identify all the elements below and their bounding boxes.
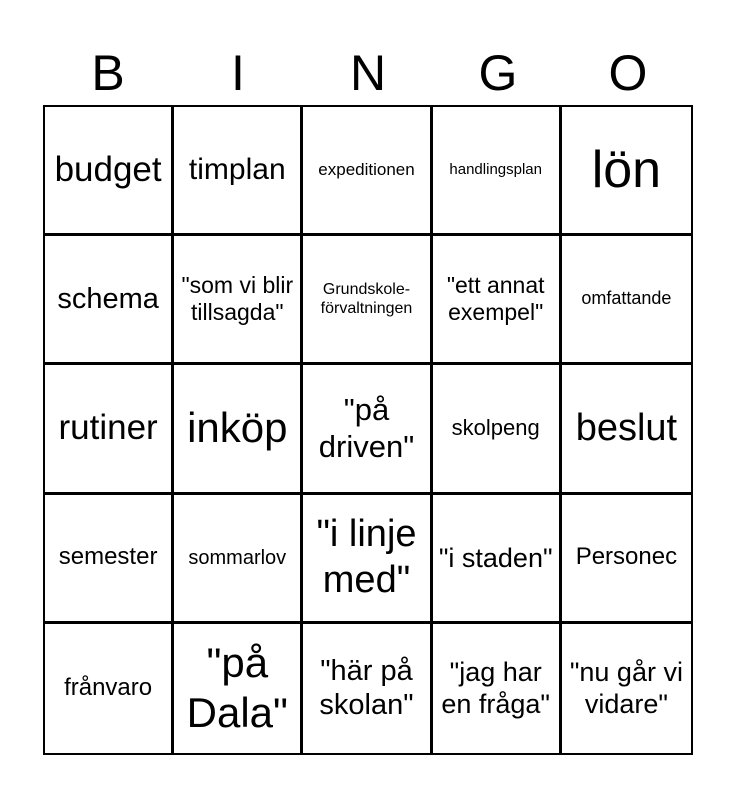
cell-text: "på Dala" [186,639,288,737]
cell-text: "i staden" [438,542,553,573]
cell-text: sommarlov [188,546,287,569]
header-letter-b: B [91,45,125,101]
bingo-header [43,42,693,104]
cell-text: "på driven" [318,392,415,465]
header-letter-g: G [478,45,518,101]
bingo-cell[interactable] [303,495,432,624]
cell-text: expeditionen [318,159,415,179]
bingo-cell[interactable] [562,365,691,494]
header-letter-i: I [231,45,245,101]
cell-text: "nu går vi vidare" [569,657,683,720]
bingo-cell[interactable] [174,107,303,236]
bingo-cell[interactable] [562,495,691,624]
bingo-board [43,105,693,755]
cell-text: "ett annat exempel" [446,271,545,326]
bingo-cell[interactable] [562,236,691,365]
cell-text: Grundskole-förvaltningen [320,281,413,318]
cell-text: semester [58,543,158,571]
header-letter-o: O [608,45,648,101]
bingo-cell[interactable] [433,236,562,365]
bingo-cell[interactable] [433,107,562,236]
cell-text: Personec [575,543,678,571]
bingo-cell[interactable] [45,495,174,624]
bingo-cell[interactable] [174,236,303,365]
cell-text: timplan [188,153,286,187]
bingo-cell[interactable] [303,624,432,753]
bingo-cell[interactable] [303,365,432,494]
cell-text: rutiner [58,408,158,448]
cell-text: frånvaro [64,673,153,701]
cell-text: "i linje med" [316,513,417,601]
bingo-cell[interactable] [45,624,174,753]
bingo-cell[interactable] [174,495,303,624]
bingo-cell[interactable] [45,365,174,494]
bingo-cell[interactable] [433,495,562,624]
bingo-cell[interactable] [433,365,562,494]
cell-text: lön [591,140,662,199]
cell-text: "jag har en fråga" [441,657,551,720]
bingo-cell[interactable] [562,107,691,236]
cell-text: skolpeng [451,415,540,441]
cell-text: beslut [575,406,678,449]
header-letter-n: N [349,45,387,101]
cell-text: omfattande [581,288,672,309]
bingo-cell[interactable] [433,624,562,753]
bingo-cell[interactable] [303,236,432,365]
bingo-cell[interactable] [45,236,174,365]
bingo-cell[interactable] [45,107,174,236]
cell-text: inköp [187,404,288,452]
cell-text: budget [54,150,162,190]
bingo-cell[interactable] [562,624,691,753]
cell-text: handlingsplan [449,161,542,179]
cell-text: schema [57,282,159,315]
bingo-cell[interactable] [174,365,303,494]
cell-text: "här på skolan" [319,654,414,722]
bingo-cell[interactable] [303,107,432,236]
cell-text: "som vi blir tillsagda" [181,271,294,326]
bingo-cell[interactable] [174,624,303,753]
